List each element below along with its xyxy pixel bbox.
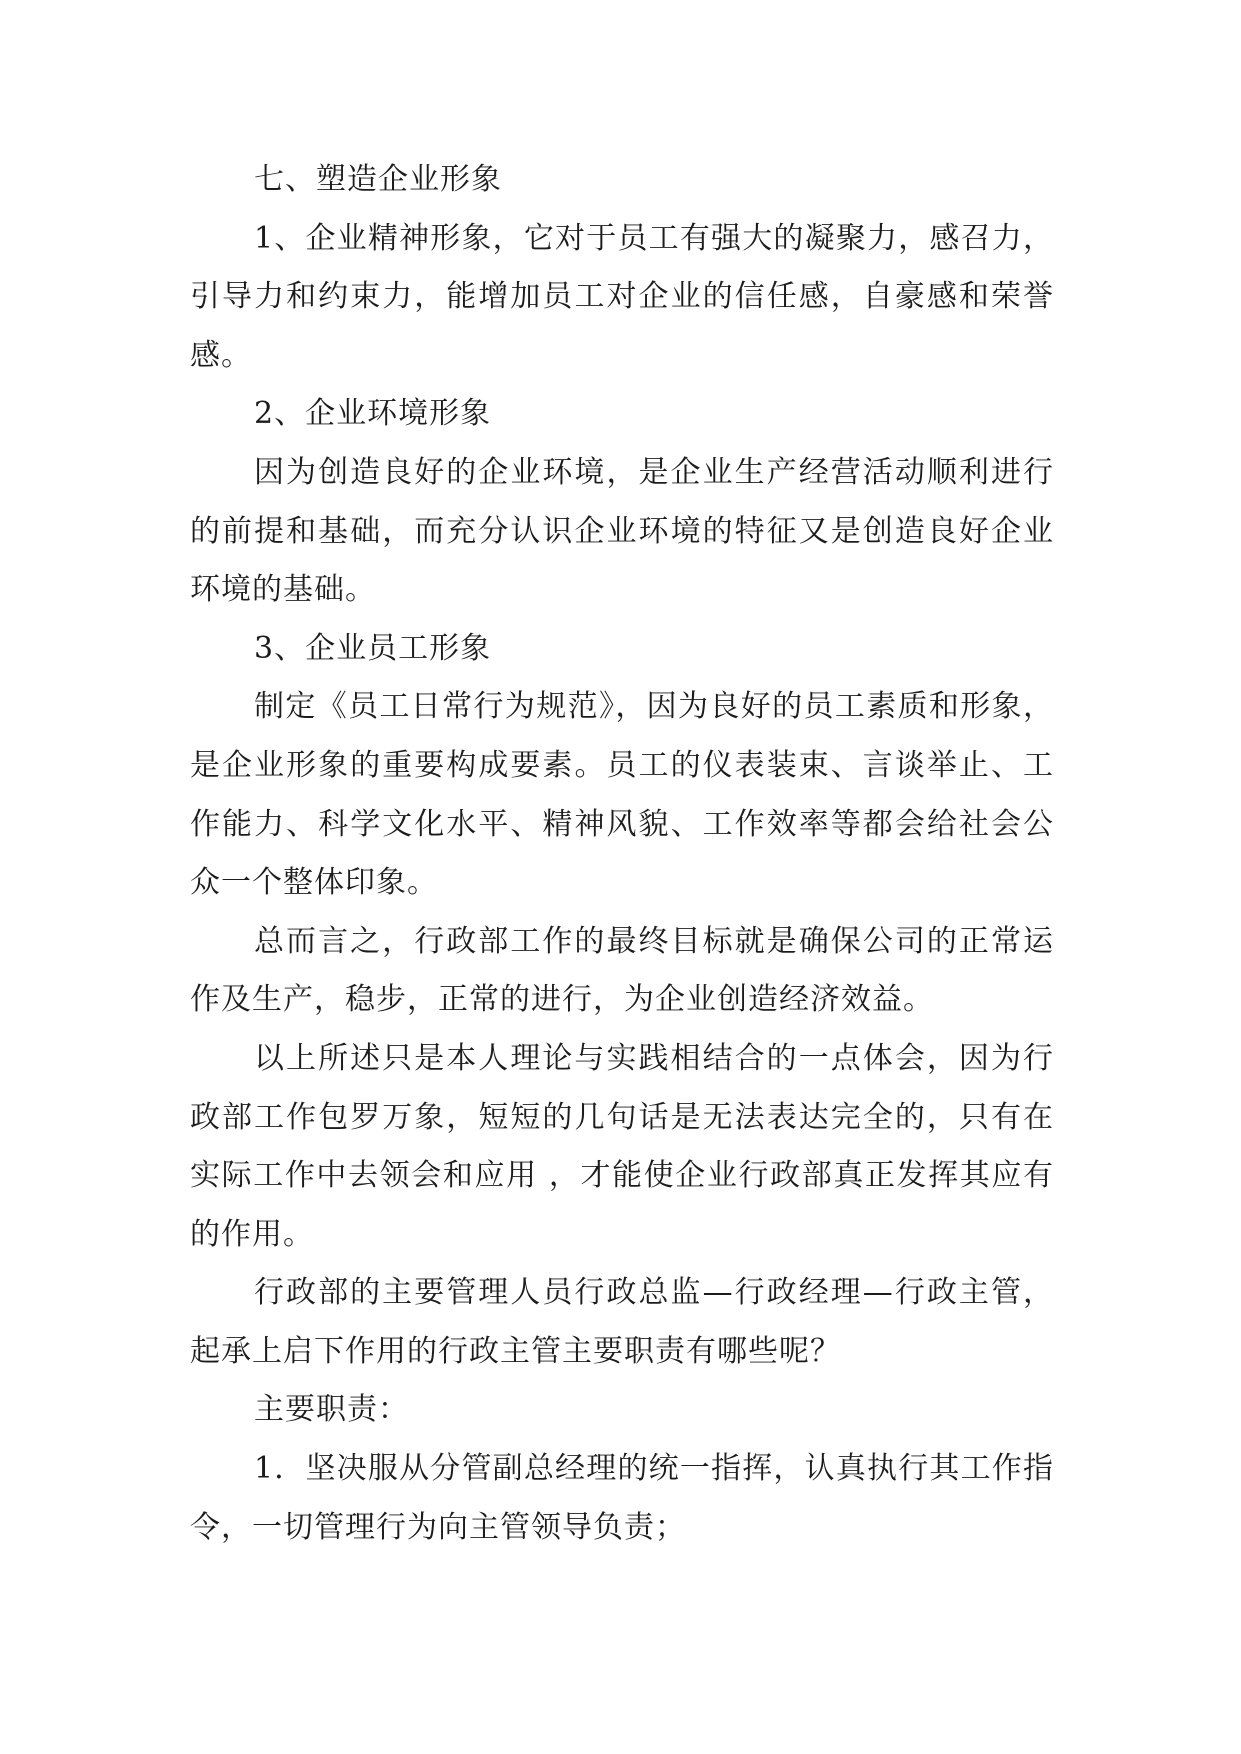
- document-page: [190, 151, 1054, 1557]
- body-paragraph: 行政部的主要管理人员行政总监—行政经理—行政主管，起承上启下作用的行政主管主要职责有哪些呢？: [190, 1275, 1054, 1369]
- body-paragraph: 因为创造良好的企业环境，是企业生产经营活动顺利进行的前提和基础，而充分认识企业环境的特征又是创造良好企业环境的基础。: [190, 454, 1054, 608]
- subsection-heading: 3、企业员工形象: [254, 630, 492, 666]
- duty-item: 1．坚决服从分管副总经理的统一指挥，认真执行其工作指令，一切管理行为向主管领导负责；: [190, 1451, 1054, 1545]
- body-paragraph: 以上所述只是本人理论与实践相结合的一点体会，因为行政部工作包罗万象，短短的几句话是无法表达完全的，只有在实际工作中去领会和应用 ，才能使企业行政部真正发挥其应有的作用。: [190, 1040, 1054, 1252]
- body-paragraph: 总而言之，行政部工作的最终目标就是确保公司的正常运作及生产，稳步，正常的进行，为企业创造经济效益。: [190, 923, 1054, 1018]
- body-paragraph: 1、企业精神形象，它对于员工有强大的凝聚力，感召力，引导力和约束力，能增加员工对企业的信任感，自豪感和荣誉感。: [190, 220, 1054, 373]
- subsection-heading: 2、企业环境形象: [254, 396, 492, 432]
- section-heading: 七、塑造企业形象: [254, 162, 502, 197]
- body-paragraph: 制定《员工日常行为规范》，因为良好的员工素质和形象，是企业形象的重要构成要素。员工的仪表装束、言谈举止、工作能力、科学文化水平、精神风貌、工作效率等都会给社会公众一个整体印象。: [190, 689, 1054, 901]
- duties-heading: 主要职责：: [254, 1392, 409, 1428]
